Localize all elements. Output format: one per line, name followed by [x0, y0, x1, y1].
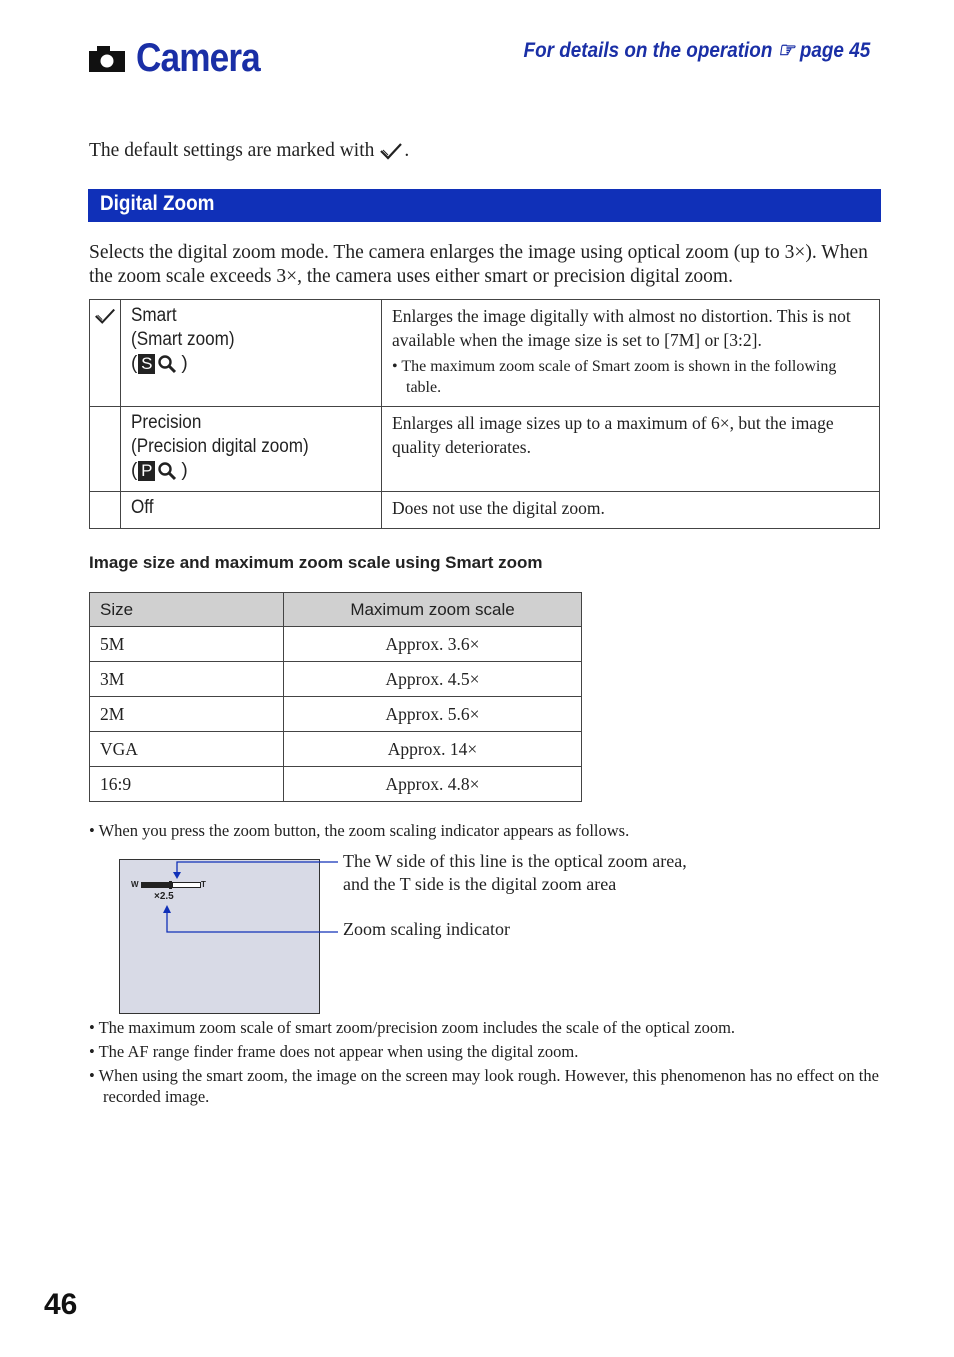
zoom-scale-cell: Approx. 5.6×: [284, 697, 582, 732]
mode-icon-line: ( S ): [131, 353, 188, 374]
size-cell: 5M: [90, 627, 284, 662]
page-title: Camera: [136, 36, 260, 80]
zoom-scale-readout: ×2.5: [154, 891, 174, 902]
column-header-size: Size: [90, 593, 284, 627]
intro-text: The default settings are marked with: [89, 140, 375, 161]
zoom-t-label: T: [201, 880, 206, 889]
zoom-w-label: W: [131, 880, 139, 889]
mode-description: Enlarges the image digitally with almost no distortion. This is not available when the image size is set to [7M] or [3:2].: [392, 306, 851, 350]
mode-description: Enlarges all image sizes up to a maximum of 6×, but the image quality deteriorates.: [392, 413, 834, 457]
mode-name: Precision: [131, 412, 202, 433]
zoom-scale-cell: Approx. 3.6×: [284, 627, 582, 662]
section-description: Selects the digital zoom mode. The camera enlarges the image using optical zoom (up to 3×). When the zoom scale exceeds 3×, the camera uses either smart or precision digital zoom.: [89, 242, 868, 287]
operation-reference-link[interactable]: For details on the operation ☞ page 45: [523, 39, 870, 62]
intro-text-end: .: [404, 140, 410, 161]
list-item: • When using the smart zoom, the image on the screen may look rough. However, this phenomenon has no effect on the recorded image.: [89, 1066, 879, 1106]
size-cell: VGA: [90, 732, 284, 767]
mode-subname: (Smart zoom): [131, 329, 235, 350]
zoom-scale-cell: Approx. 14×: [284, 732, 582, 767]
zoom-indicator-note: • When you press the zoom button, the zoom scaling indicator appears as follows.: [89, 821, 630, 840]
callout-zoom-area: [343, 850, 687, 896]
size-cell: 2M: [90, 697, 284, 732]
callout-zoom-indicator: Zoom scaling indicator: [343, 919, 510, 939]
mode-name: Smart: [131, 305, 177, 326]
column-header-max-zoom: Maximum zoom scale: [284, 593, 582, 627]
callout-line-1: The W side of this line is the optical zoom area,: [343, 851, 687, 871]
list-item: • The maximum zoom scale of smart zoom/precision zoom includes the scale of the optical zoom.: [89, 1018, 736, 1037]
mode-note: • The maximum zoom scale of Smart zoom is shown in the following table.: [392, 358, 837, 396]
notes-list: [89, 1017, 879, 1107]
size-cell: 3M: [90, 662, 284, 697]
page-number: 46: [44, 1288, 78, 1321]
smart-zoom-table-heading: Image size and maximum zoom scale using Smart zoom: [89, 553, 543, 572]
mode-description: Does not use the digital zoom.: [392, 498, 605, 518]
icon-letter: S: [138, 354, 155, 374]
mode-subname: (Precision digital zoom): [131, 436, 309, 457]
icon-letter: P: [138, 461, 155, 481]
zoom-scale-cell: Approx. 4.8×: [284, 767, 582, 802]
callout-line-2: and the T side is the digital zoom area: [343, 874, 617, 894]
zoom-scale-cell: Approx. 4.5×: [284, 662, 582, 697]
mode-icon-line: ( P ): [131, 460, 188, 481]
size-cell: 16:9: [90, 767, 284, 802]
mode-name: Off: [131, 497, 154, 518]
section-title: Digital Zoom: [100, 192, 215, 215]
list-item: • The AF range finder frame does not appear when using the digital zoom.: [89, 1042, 579, 1061]
